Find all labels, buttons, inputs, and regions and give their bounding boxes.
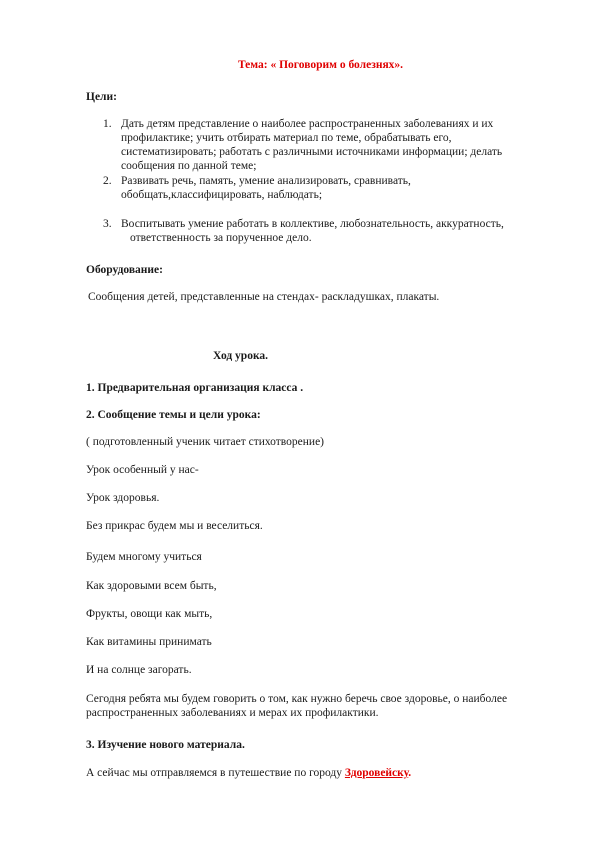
paragraph-line: распространенных заболеваниях и мерах их профилактики. (86, 707, 379, 719)
poem-line: Как здоровыми всем быть, (86, 580, 217, 592)
goals-heading: Цели: (86, 91, 117, 103)
goal-line: ответственность за порученное дело. (130, 232, 312, 244)
city-name: Здоровейску (344, 767, 409, 779)
step-1: 1. Предварительная организация класса . (86, 382, 304, 394)
poem-line: Урок здоровья. (86, 492, 160, 504)
lesson-heading: Ход урока. (213, 350, 269, 362)
goal-line: систематизировать; работать с различными источниками информации; делать (121, 146, 503, 158)
goal-line: обобщать,классифицировать, наблюдать; (121, 189, 323, 201)
goal-number: 3. (103, 218, 112, 230)
equipment-heading: Оборудование: (86, 264, 163, 276)
goal-line: Развивать речь, память, умение анализировать, сравнивать, (121, 175, 411, 187)
final-sentence (86, 766, 411, 780)
goal-number: 2. (103, 175, 112, 187)
final-text: А сейчас мы отправляемся в путешествие по городу (86, 767, 345, 779)
poem-line: Без прикрас будем мы и веселиться. (86, 520, 263, 532)
step-3: 3. Изучение нового материала. (86, 739, 245, 751)
equipment-text: Сообщения детей, представленные на стендах- раскладушках, плакаты. (88, 291, 440, 303)
poem-intro: ( подготовленный ученик читает стихотворение) (86, 436, 325, 448)
poem-line: И на солнце загорать. (86, 664, 192, 676)
poem-line: Будем многому учиться (86, 551, 202, 563)
goal-number: 1. (103, 118, 112, 130)
goal-line: сообщения по данной теме; (121, 160, 257, 172)
step-2: 2. Сообщение темы и цели урока: (86, 409, 261, 421)
poem-line: Урок особенный у нас- (86, 464, 199, 476)
final-period: . (408, 767, 412, 779)
goal-line: профилактике; учить отбирать материал по теме, обрабатывать его, (121, 132, 452, 144)
goal-line: Воспитывать умение работать в коллективе, любознательность, аккуратность, (121, 218, 504, 230)
poem-line: Как витамины принимать (86, 636, 212, 648)
lesson-title: Тема: « Поговорим о болезнях». (237, 59, 404, 71)
poem-line: Фрукты, овощи как мыть, (86, 608, 213, 620)
paragraph-line: Сегодня ребята мы будем говорить о том, как нужно беречь свое здоровье, о наиболее (86, 693, 508, 705)
goal-line: Дать детям представление о наиболее распространенных заболеваниях и их (121, 118, 494, 130)
